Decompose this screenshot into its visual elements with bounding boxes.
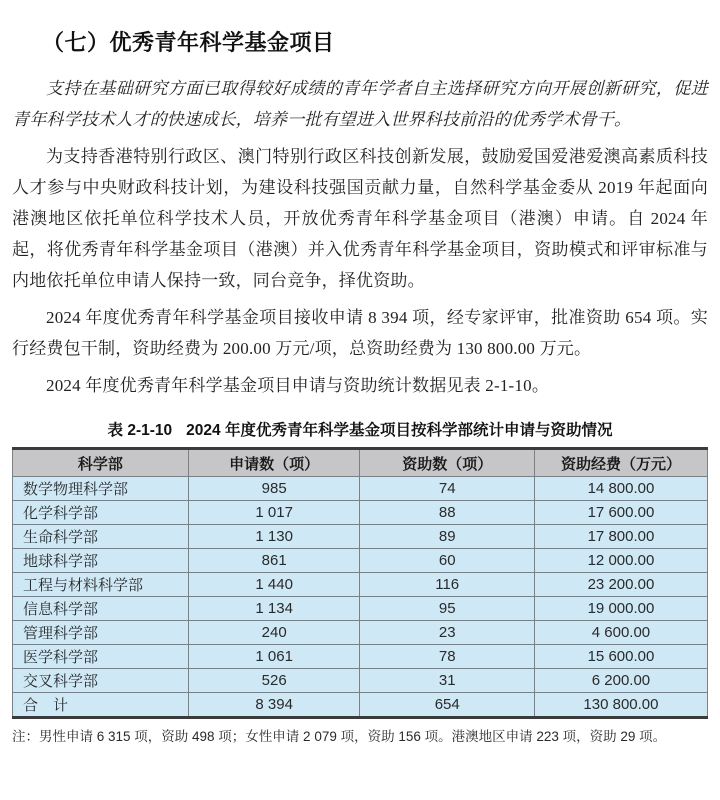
paragraph-table-reference: 2024 年度优秀青年科学基金项目申请与资助统计数据见表 2-1-10。 (46, 376, 550, 395)
table-row (13, 597, 708, 621)
funding-cell: 17 600.00 (534, 501, 707, 525)
funding-cell: 19 000.00 (534, 597, 707, 621)
funded-cell: 23 (360, 621, 534, 645)
statistics-table (12, 447, 708, 719)
column-header-applications: 申请数（项） (188, 449, 360, 477)
table-caption-label: 表 2-1-10 (107, 422, 173, 439)
funding-cell: 4 600.00 (534, 621, 707, 645)
funded-cell: 78 (360, 645, 534, 669)
column-header-funding: 资助经费（万元） (534, 449, 707, 477)
table-row (13, 549, 708, 573)
table-note: 注：男性申请 6 315 项，资助 498 项；女性申请 2 079 项，资助 156 项。港澳地区申请 223 项，资助 29 项。 (12, 729, 667, 744)
department-cell: 化学科学部 (13, 501, 189, 525)
department-cell: 地球科学部 (13, 549, 189, 573)
section-title: （七）优秀青年科学基金项目 (42, 30, 335, 55)
funded-cell: 88 (360, 501, 534, 525)
paragraph-2024-statistics: 2024 年度优秀青年科学基金项目接收申请 8 394 项，经专家评审，批准资助 654 项。实行经费包干制，资助经费为 200.00 万元/项，总资助经费为 130 800.00 万元。 (12, 308, 708, 358)
department-cell: 数学物理科学部 (13, 477, 189, 501)
applications-cell: 861 (188, 549, 360, 573)
funding-cell: 17 800.00 (534, 525, 707, 549)
table-row (13, 621, 708, 645)
table-row (13, 669, 708, 693)
funded-cell: 74 (360, 477, 534, 501)
column-header-funded: 资助数（项） (360, 449, 534, 477)
applications-cell: 1 134 (188, 597, 360, 621)
content-area (12, 30, 708, 746)
funding-cell: 23 200.00 (534, 573, 707, 597)
table-caption-title: 2024 年度优秀青年科学基金项目按科学部统计申请与资助情况 (186, 422, 613, 439)
funded-cell: 89 (360, 525, 534, 549)
funding-cell: 6 200.00 (534, 669, 707, 693)
funded-cell: 60 (360, 549, 534, 573)
funding-cell: 12 000.00 (534, 549, 707, 573)
department-cell: 医学科学部 (13, 645, 189, 669)
funded-cell: 95 (360, 597, 534, 621)
paragraph-intro: 支持在基础研究方面已取得较好成绩的青年学者自主选择研究方向开展创新研究，促进青年科学技术人才的快速成长，培养一批有望进入世界科技前沿的优秀学术骨干。 (12, 79, 708, 129)
table-row (13, 501, 708, 525)
applications-cell: 1 440 (188, 573, 360, 597)
funding-cell: 15 600.00 (534, 645, 707, 669)
department-cell: 管理科学部 (13, 621, 189, 645)
table-row (13, 573, 708, 597)
table-row (13, 645, 708, 669)
funding-cell: 14 800.00 (534, 477, 707, 501)
table-total-row (13, 693, 708, 718)
applications-cell: 985 (188, 477, 360, 501)
funded-cell: 654 (360, 693, 534, 718)
applications-cell: 1 017 (188, 501, 360, 525)
table-row (13, 477, 708, 501)
department-cell: 交叉科学部 (13, 669, 189, 693)
department-cell: 生命科学部 (13, 525, 189, 549)
table-caption (12, 421, 708, 441)
applications-cell: 526 (188, 669, 360, 693)
department-cell: 工程与材料科学部 (13, 573, 189, 597)
funding-cell: 130 800.00 (534, 693, 707, 718)
paragraph-hkmo-policy: 为支持香港特别行政区、澳门特别行政区科技创新发展，鼓励爱国爱港爱澳高素质科技人才参与中央财政科技计划，为建设科技强国贡献力量，自然科学基金委从 2019 年起面向港澳地区依托单位科学技术人员，开放优秀青年科学基金项目（港澳）申请。自 2024 年起，将优秀青年科学基金项目（港澳）并入优秀青年科学基金项目，资助模式和评审标准与内地依托单位申请人保持一致，同台竞争，择优资助。 (12, 147, 708, 290)
funded-cell: 116 (360, 573, 534, 597)
department-cell: 信息科学部 (13, 597, 189, 621)
applications-cell: 1 061 (188, 645, 360, 669)
table-body (13, 477, 708, 718)
table-row (13, 525, 708, 549)
column-header-department: 科学部 (13, 449, 189, 477)
applications-cell: 1 130 (188, 525, 360, 549)
table-header-row (13, 449, 708, 477)
department-cell: 合 计 (13, 693, 189, 718)
applications-cell: 240 (188, 621, 360, 645)
applications-cell: 8 394 (188, 693, 360, 718)
funded-cell: 31 (360, 669, 534, 693)
